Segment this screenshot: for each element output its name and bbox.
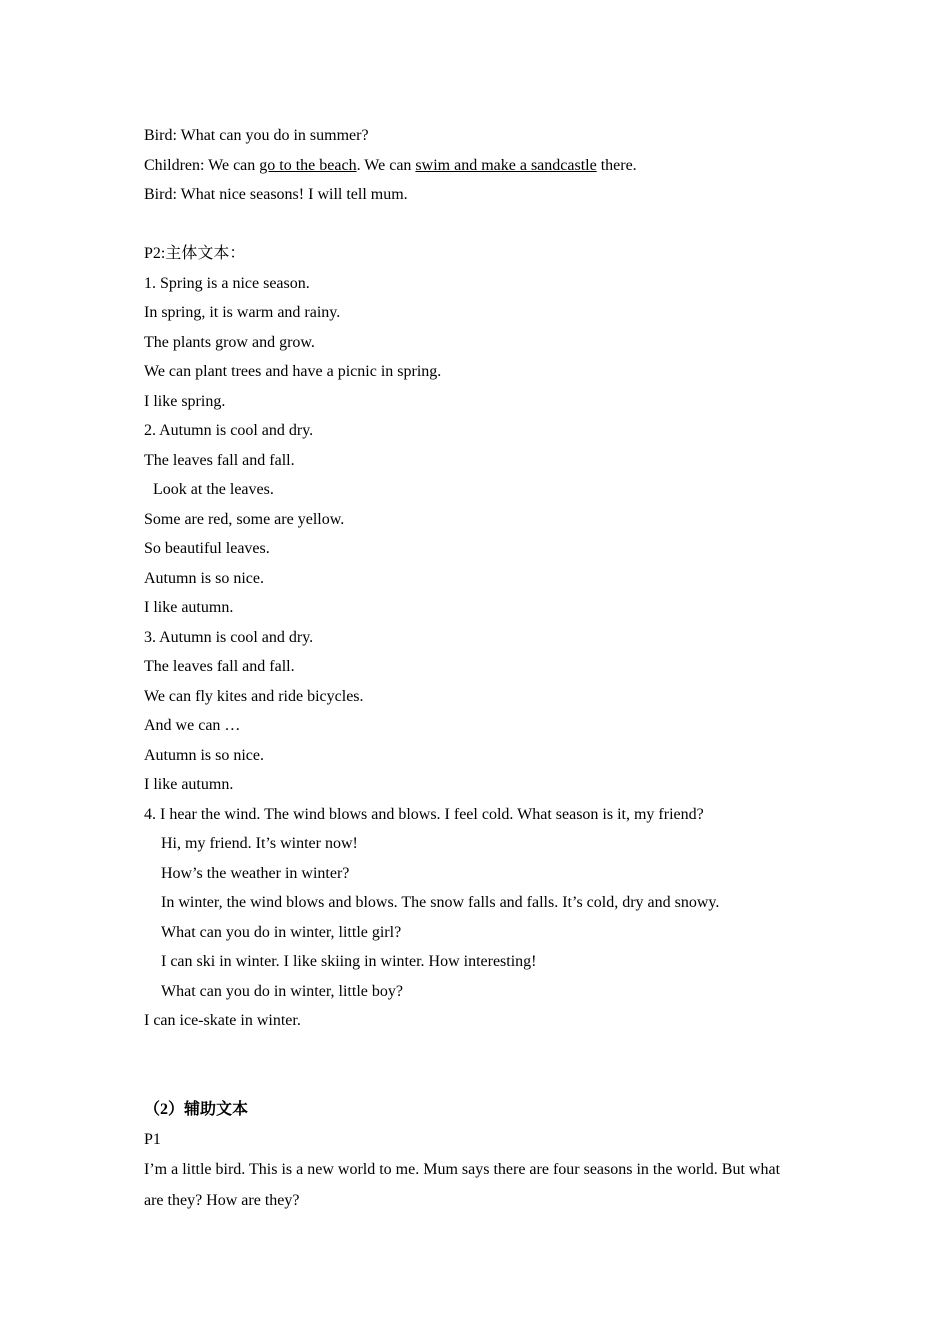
- p2-line: So beautiful leaves.: [144, 540, 270, 557]
- p2-line: We can fly kites and ride bicycles.: [144, 688, 364, 705]
- p2-line: Some are red, some are yellow.: [144, 511, 345, 528]
- p2-line: I like spring.: [144, 393, 226, 410]
- underlined-phrase-sandcastle: swim and make a sandcastle: [415, 157, 597, 174]
- dialogue-line-3: Bird: What nice seasons! I will tell mum.: [144, 186, 408, 203]
- underlined-phrase-beach: go to the beach: [259, 157, 357, 174]
- dialogue-line-2-part-b: . We can: [356, 157, 416, 174]
- p2-line: Hi, my friend. It’s winter now!: [161, 835, 358, 852]
- p2-line: We can plant trees and have a picnic in spring.: [144, 363, 442, 380]
- aux-p1-label: P1: [144, 1131, 161, 1148]
- p2-line: The plants grow and grow.: [144, 334, 315, 351]
- p2-line: Look at the leaves.: [153, 481, 274, 498]
- p2-line: And we can …: [144, 717, 241, 734]
- p2-line: What can you do in winter, little girl?: [161, 924, 402, 941]
- p2-line: 1. Spring is a nice season.: [144, 275, 310, 292]
- p2-heading: P2:主体文本：: [144, 245, 246, 262]
- aux-heading: （2）辅助文本: [144, 1101, 249, 1118]
- p2-line: I like autumn.: [144, 776, 234, 793]
- p2-line: Autumn is so nice.: [144, 570, 264, 587]
- p2-line: I can ski in winter. I like skiing in winter. How interesting!: [161, 953, 537, 970]
- dialogue-line-2-part-a: Children: We can: [144, 157, 260, 174]
- p2-line: I can ice-skate in winter.: [144, 1012, 301, 1029]
- p2-line: 3. Autumn is cool and dry.: [144, 629, 314, 646]
- p2-line: The leaves fall and fall.: [144, 658, 295, 675]
- p2-line: The leaves fall and fall.: [144, 452, 295, 469]
- dialogue-line-2: [144, 156, 637, 176]
- p2-line: How’s the weather in winter?: [161, 865, 350, 882]
- p2-line: 2. Autumn is cool and dry.: [144, 422, 314, 439]
- dialogue-line-2-part-c: there.: [596, 157, 637, 174]
- p2-line: I like autumn.: [144, 599, 234, 616]
- p2-line: 4. I hear the wind. The wind blows and blows. I feel cold. What season is it, my friend?: [144, 806, 704, 823]
- p2-line: In winter, the wind blows and blows. The snow falls and falls. It’s cold, dry and snowy.: [161, 894, 720, 911]
- p2-line: What can you do in winter, little boy?: [161, 983, 403, 1000]
- dialogue-line-1: Bird: What can you do in summer?: [144, 127, 369, 144]
- p2-line: Autumn is so nice.: [144, 747, 264, 764]
- p2-line: In spring, it is warm and rainy.: [144, 304, 341, 321]
- aux-p1-paragraph: I’m a little bird. This is a new world to me. Mum says there are four seasons in the world. But what are they? How are they?: [144, 1161, 781, 1209]
